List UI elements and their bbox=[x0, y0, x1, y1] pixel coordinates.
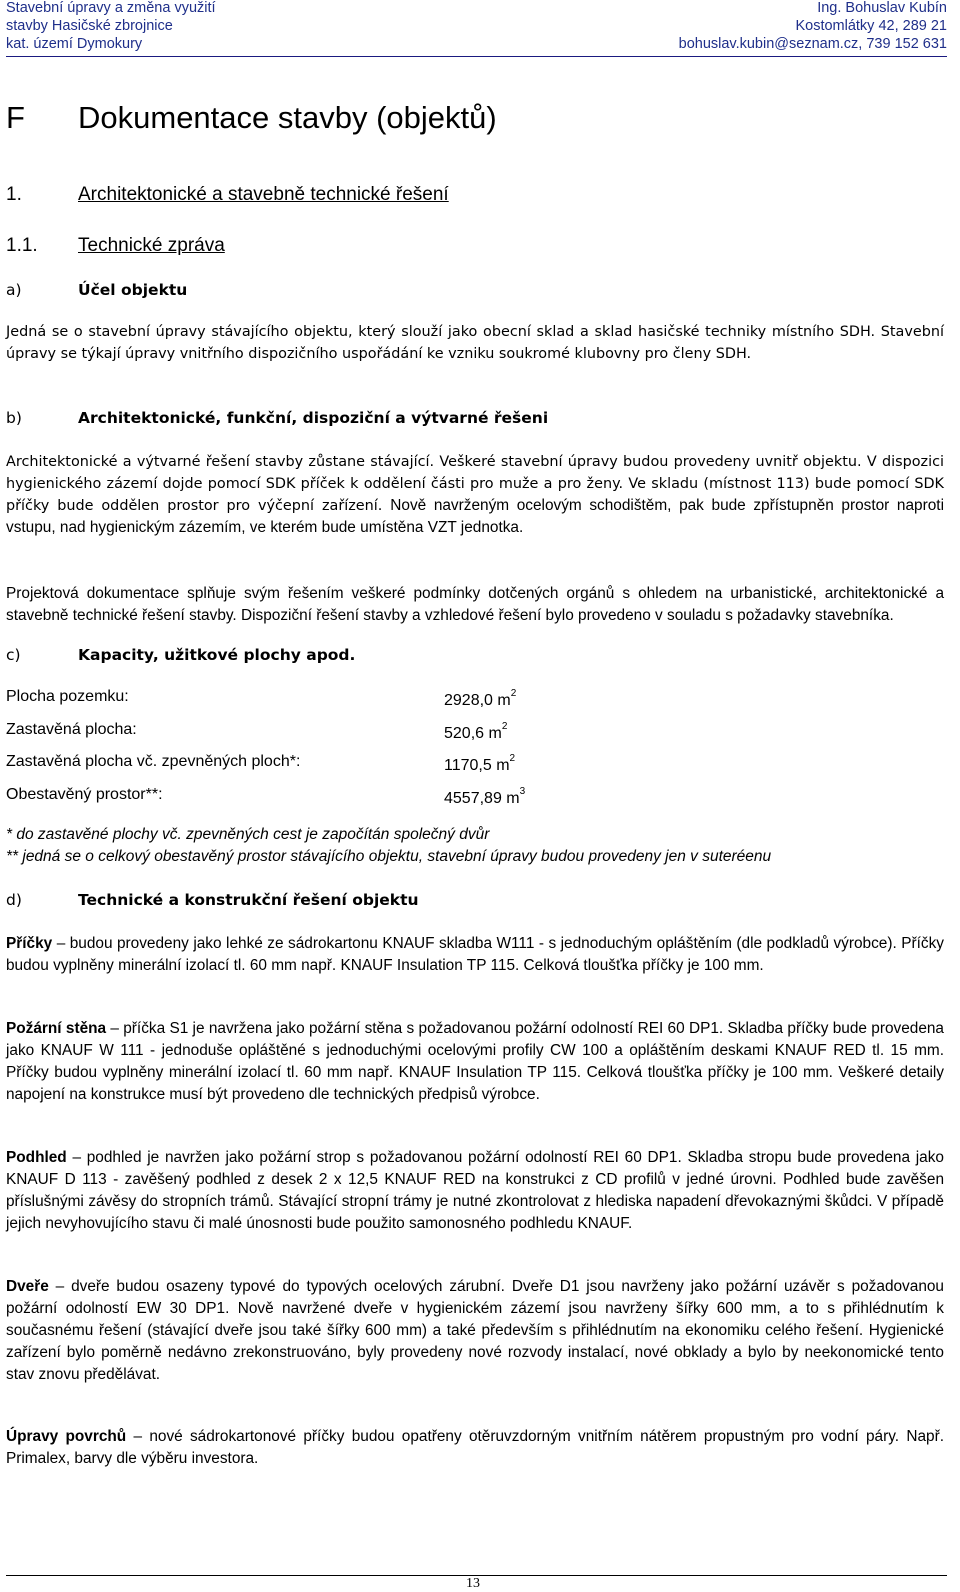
paragraph-lead: Úpravy povrchů bbox=[6, 1428, 127, 1445]
footnote-1: * do zastavěné plochy vč. zpevněných cest je započítán společný dvůr bbox=[6, 826, 490, 843]
paragraph-lead: Požární stěna bbox=[6, 1020, 107, 1037]
section-a-title: Účel objektu bbox=[78, 281, 188, 299]
section-b-number: b) bbox=[6, 409, 22, 427]
header-right-line-3: bohuslav.kubin@seznam.cz, 739 152 631 bbox=[678, 36, 947, 52]
paragraph-podhled bbox=[6, 1147, 944, 1235]
section-1-number: 1. bbox=[6, 184, 22, 205]
section-1-1-text: Technické zpráva bbox=[78, 235, 225, 256]
section-a-heading bbox=[6, 281, 187, 299]
capacity-value: 1170,5 $m^2$ bbox=[444, 753, 516, 774]
paragraph-dvere bbox=[6, 1276, 944, 1386]
capacity-value: 2928,0 $m^2$ bbox=[444, 688, 517, 709]
paragraph-body: – příčka S1 je navržena jako požární stěna s požadovanou požární odolností REI 60 DP1. Skladba příčky bude provedena jako KNAUF W 111 - jednoduše opláštěné s jednoduchými ocelovými profily CW 100 a opláštěním deskami KNAUF RED tl. 15 mm. Příčky budou vyplněny minerální izolací tl. 60 mm např. KNAUF Insulation TP 115. Celková tloušťka příčky je 100 mm. Veškeré detaily napojení na konstrukce musí být provedeno dle technických předpisů výrobce. bbox=[6, 1020, 944, 1103]
section-d-number: d) bbox=[6, 891, 22, 909]
paragraph-body: – podhled je navržen jako požární strop s požadovanou požární odolností REI 60 DP1. Skladba stropu bude provedena jako KNAUF D 113 - zavěšený podhled z desek 2 x 12,5 KNAUF RED na konstrukci z CD profilů v jedné úrovni. Podhled bude zavěšen příslušnými závěsy do stropních trámů. Stávající stropní trámy je nutné zkontrolovat z hlediska napadení dřevokaznými škůdci. V případě jejich nevyhovujícího stavu či malé únosnosti bude použito samonosného podhledu KNAUF. bbox=[6, 1149, 944, 1232]
section-1-1-number: 1.1. bbox=[6, 235, 38, 256]
section-d-title: Technické a konstrukční řešení objektu bbox=[78, 891, 419, 909]
section-b-text-3: Projektová dokumentace splňuje svým řešením veškeré podmínky dotčených orgánů s ohledem na urbanistické, architektonické a stavebně technické řešení stavby. Dispoziční řešení stavby a vzhledové řešení bylo provedeno v souladu s požadavky stavebníka. bbox=[6, 585, 944, 624]
capacity-row-plot bbox=[6, 688, 606, 709]
section-c-heading bbox=[6, 646, 355, 664]
capacity-row-built-area-paved bbox=[6, 753, 606, 774]
paragraph-lead: Podhled bbox=[6, 1149, 67, 1166]
section-b-text bbox=[6, 451, 944, 539]
section-b-text-1: Architektonické a výtvarné řešení stavby zůstane stávající. Veškeré stavební úpravy budou provedeny uvnitř objektu. V dispozici hygienického zázemí dojde pomocí SDK příček k oddělení části pro muže a pro ženy. Ve skladu (místnost 113) bude pomocí SDK příčky bude oddělen prostor pro výčepní zařízení. bbox=[6, 454, 944, 514]
capacity-label: Obestavěný prostor**: bbox=[6, 786, 163, 803]
header-right-line-2: Kostomlátky 42, 289 21 bbox=[795, 18, 947, 34]
section-c-number: c) bbox=[6, 646, 21, 664]
capacity-label: Zastavěná plocha: bbox=[6, 721, 137, 738]
capacity-row-volume bbox=[6, 786, 606, 807]
capacity-label: Plocha pozemku: bbox=[6, 688, 129, 705]
paragraph-pozarni-stena bbox=[6, 1018, 944, 1106]
paragraph-body: – nové sádrokartonové příčky budou opatřeny otěruvzdorným vnitřním nátěrem propustným pro vodní páry. Např. Primalex, barvy dle výběru investora. bbox=[6, 1428, 944, 1467]
title-text: Dokumentace stavby (objektů) bbox=[78, 100, 497, 135]
title-number: F bbox=[6, 100, 25, 135]
page-number: 13 bbox=[466, 1576, 480, 1591]
section-c-title: Kapacity, užitkové plochy apod. bbox=[78, 646, 356, 664]
capacity-row-built-area bbox=[6, 721, 606, 742]
section-a-text: Jedná se o stavební úpravy stávajícího objektu, který slouží jako obecní sklad a sklad hasičské techniky místního SDH. Stavební úpravy se týkají úpravy vnitřního dispozičního uspořádání ke vzniku soukromé klubovny pro členy SDH. bbox=[6, 324, 944, 362]
section-b-title: Architektonické, funkční, dispoziční a výtvarné řešeni bbox=[78, 409, 549, 427]
document-title bbox=[6, 100, 497, 136]
section-a-number: a) bbox=[6, 281, 22, 299]
header-right-line-1: Ing. Bohuslav Kubín bbox=[817, 0, 947, 16]
header-left-line-3: kat. území Dymokury bbox=[6, 36, 143, 52]
section-d-heading bbox=[6, 891, 419, 909]
header-left-line-1: Stavební úpravy a změna využití bbox=[6, 0, 216, 16]
section-1-1-heading bbox=[6, 235, 225, 257]
capacity-value: 4557,89 $m^3$ bbox=[444, 786, 526, 807]
paragraph-pricky bbox=[6, 933, 944, 977]
capacity-label: Zastavěná plocha vč. zpevněných ploch*: bbox=[6, 753, 301, 770]
section-b-text-2: Nově navrženým ocelovým schodištěm, pak bude zpřístupněn prostor naproti vstupu, nad hygienickým zázemím, ve kterém bude umístěna VZT jednotka. bbox=[6, 497, 944, 536]
section-b-heading bbox=[6, 409, 548, 427]
paragraph-body: – dveře budou osazeny typové do typových ocelových zárubní. Dveře D1 jsou navrženy jako požární uzávěr s požadovanou požární odolností EW 30 DP1. Nově navržené dveře v hygienickém zázemí jsou navrženy šířky 600 mm, a to s přihlédnutím k současnému řešení (stávající dveře jsou také šířky 600 mm) a také především s přihlédnutím na ekonomiku celého řešení. Hygienické zařízení bylo poměrně nedávno zrekonstruováno, byly provedeny nové rozvody instalací, nové obklady a bylo by neekonomické tento stav znovu předělávat. bbox=[6, 1278, 944, 1383]
footnote-2: ** jedná se o celkový obestavěný prostor stávajícího objektu, stavební úpravy budou provedeny jen v suteréenu bbox=[6, 848, 772, 865]
page-header bbox=[6, 0, 947, 57]
paragraph-lead: Příčky bbox=[6, 935, 53, 952]
header-left-line-2: stavby Hasičské zbrojnice bbox=[6, 18, 173, 34]
section-1-text: Architektonické a stavebně technické řešení bbox=[78, 184, 449, 205]
section-1-heading bbox=[6, 184, 449, 206]
paragraph-lead: Dveře bbox=[6, 1278, 49, 1295]
capacity-value: 520,6 $m^2$ bbox=[444, 721, 508, 742]
paragraph-upravy-povrchu bbox=[6, 1426, 944, 1470]
paragraph-body: – budou provedeny jako lehké ze sádrokartonu KNAUF skladba W111 - s jednoduchým opláštěním (dle podkladů výrobce). Příčky budou vyplněny minerální izolací tl. 60 mm např. KNAUF Insulation TP 115. Celková tloušťka příčky je 100 mm. bbox=[6, 935, 944, 974]
